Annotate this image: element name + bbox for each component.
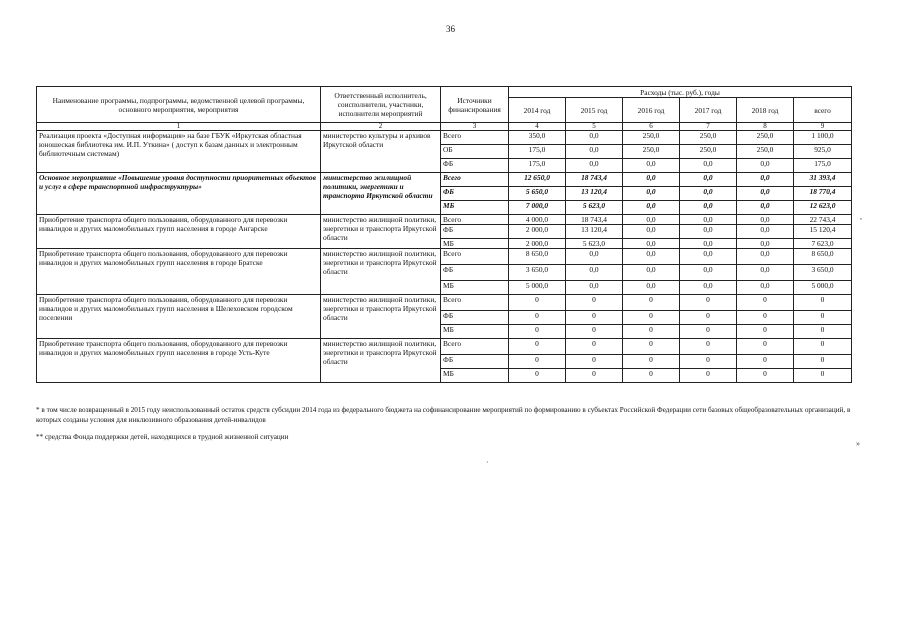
year-value-cell: 250,0: [680, 131, 737, 145]
year-value-cell: 0,0: [566, 159, 623, 173]
table-row: [37, 339, 852, 355]
year-value-cell: 5 650,0: [509, 187, 566, 201]
year-value-cell: 0: [509, 355, 566, 369]
year-value-cell: 0,0: [623, 215, 680, 225]
year-value-cell: 0,0: [680, 173, 737, 187]
year-value-cell: 0: [623, 355, 680, 369]
year-value-cell: 0: [623, 325, 680, 339]
executor-cell: министерство жилищной политики, энергетики и транспорта Иркутской области: [321, 215, 441, 249]
year-value-cell: 0,0: [737, 239, 794, 249]
year-value-cell: 0: [623, 369, 680, 383]
year-value-cell: 0,0: [680, 249, 737, 265]
total-value-cell: 0: [794, 325, 852, 339]
year-value-cell: 0: [737, 325, 794, 339]
footnote-2: ** средства Фонда поддержки детей, находящихся в трудной жизненной ситуации: [36, 433, 289, 441]
year-value-cell: 0,0: [680, 201, 737, 215]
budget-table: [36, 86, 852, 383]
header-executor: Ответственный исполнитель, соисполнители, участники, исполнители мероприятий: [321, 87, 441, 123]
table-row: [37, 295, 852, 311]
year-value-cell: 0,0: [623, 239, 680, 249]
funding-source-cell: МБ: [441, 239, 509, 249]
program-name-cell: Приобретение транспорта общего пользования, оборудованного для перевозки инвалидов и других маломобильных групп населения в городе Усть-Куте: [37, 339, 321, 383]
year-value-cell: 0: [566, 295, 623, 311]
program-name-cell: Приобретение транспорта общего пользования, оборудованного для перевозки инвалидов и других маломобильных групп населения в городе Ангарске: [37, 215, 321, 249]
year-value-cell: 0,0: [680, 265, 737, 281]
year-value-cell: 0,0: [737, 201, 794, 215]
scan-mark: »: [856, 439, 860, 448]
year-value-cell: 250,0: [680, 145, 737, 159]
year-value-cell: 350,0: [509, 131, 566, 145]
funding-source-cell: МБ: [441, 281, 509, 295]
executor-cell: министерство жилищной политики, энергетики и транспорта Иркутской области: [321, 339, 441, 383]
year-value-cell: 0: [680, 355, 737, 369]
year-value-cell: 0,0: [623, 173, 680, 187]
year-value-cell: 0,0: [737, 225, 794, 239]
year-value-cell: 0: [680, 311, 737, 325]
year-value-cell: 0,0: [737, 215, 794, 225]
column-number: 5: [566, 123, 623, 131]
funding-source-cell: МБ: [441, 201, 509, 215]
year-value-cell: 7 000,0: [509, 201, 566, 215]
total-value-cell: 0: [794, 295, 852, 311]
header-year: 2014 год: [509, 98, 566, 123]
year-value-cell: 0,0: [680, 215, 737, 225]
year-value-cell: 0: [680, 339, 737, 355]
column-number: 2: [321, 123, 441, 131]
total-value-cell: 18 770,4: [794, 187, 852, 201]
year-value-cell: 0,0: [680, 159, 737, 173]
funding-source-cell: ФБ: [441, 265, 509, 281]
year-value-cell: 250,0: [737, 131, 794, 145]
year-value-cell: 12 650,0: [509, 173, 566, 187]
year-value-cell: 0,0: [737, 249, 794, 265]
funding-source-cell: Всего: [441, 131, 509, 145]
year-value-cell: 0,0: [566, 145, 623, 159]
year-value-cell: 0,0: [623, 249, 680, 265]
total-value-cell: 15 120,4: [794, 225, 852, 239]
funding-source-cell: ФБ: [441, 187, 509, 201]
year-value-cell: 250,0: [623, 145, 680, 159]
year-value-cell: 0: [566, 355, 623, 369]
program-name-cell: Приобретение транспорта общего пользования, оборудованного для перевозки инвалидов и других маломобильных групп населения в Шелеховском городском поселении: [37, 295, 321, 339]
funding-source-cell: ФБ: [441, 311, 509, 325]
year-value-cell: 0,0: [680, 187, 737, 201]
total-value-cell: 5 000,0: [794, 281, 852, 295]
year-value-cell: 0: [623, 311, 680, 325]
table-row: [37, 249, 852, 265]
total-value-cell: 1 100,0: [794, 131, 852, 145]
year-value-cell: 0,0: [737, 281, 794, 295]
year-value-cell: 0,0: [623, 201, 680, 215]
year-value-cell: 0: [737, 355, 794, 369]
total-value-cell: 0: [794, 369, 852, 383]
funding-source-cell: МБ: [441, 325, 509, 339]
year-value-cell: 4 000,0: [509, 215, 566, 225]
year-value-cell: 0,0: [737, 265, 794, 281]
year-value-cell: 0: [566, 325, 623, 339]
funding-source-cell: Всего: [441, 339, 509, 355]
funding-source-cell: Всего: [441, 295, 509, 311]
page-number: 36: [446, 24, 455, 34]
year-value-cell: 0: [566, 369, 623, 383]
header-year: 2015 год: [566, 98, 623, 123]
total-value-cell: 0: [794, 311, 852, 325]
total-value-cell: 3 650,0: [794, 265, 852, 281]
footnotes: [36, 405, 856, 449]
funding-source-cell: Всего: [441, 249, 509, 265]
column-number: 4: [509, 123, 566, 131]
year-value-cell: 5 623,0: [566, 201, 623, 215]
year-value-cell: 0,0: [566, 131, 623, 145]
year-value-cell: 175,0: [509, 159, 566, 173]
year-value-cell: 0: [509, 369, 566, 383]
year-value-cell: 0,0: [566, 265, 623, 281]
funding-source-cell: ФБ: [441, 225, 509, 239]
column-number: 9: [794, 123, 852, 131]
year-value-cell: 0,0: [680, 281, 737, 295]
total-value-cell: 12 623,0: [794, 201, 852, 215]
column-number: 3: [441, 123, 509, 131]
executor-cell: министерство жилищной политики, энергетики и транспорта Иркутской области: [321, 173, 441, 215]
year-value-cell: 0,0: [566, 249, 623, 265]
year-value-cell: 0,0: [566, 281, 623, 295]
header-year: 2017 год: [680, 98, 737, 123]
year-value-cell: 18 743,4: [566, 215, 623, 225]
executor-cell: министерство жилищной политики, энергетики и транспорта Иркутской области: [321, 295, 441, 339]
year-value-cell: 0: [509, 311, 566, 325]
year-value-cell: 18 743,4: [566, 173, 623, 187]
year-value-cell: 0,0: [623, 225, 680, 239]
year-value-cell: 0: [623, 339, 680, 355]
year-value-cell: 0,0: [623, 265, 680, 281]
year-value-cell: 0: [680, 369, 737, 383]
total-value-cell: 925,0: [794, 145, 852, 159]
year-value-cell: 0: [509, 295, 566, 311]
year-value-cell: 0: [509, 339, 566, 355]
scan-mark: ,: [860, 212, 862, 221]
funding-source-cell: ФБ: [441, 355, 509, 369]
total-value-cell: 175,0: [794, 159, 852, 173]
year-value-cell: 5 623,0: [566, 239, 623, 249]
year-value-cell: 0,0: [737, 173, 794, 187]
column-number: 6: [623, 123, 680, 131]
year-value-cell: 0: [737, 339, 794, 355]
year-value-cell: 250,0: [623, 131, 680, 145]
header-year: 2016 год: [623, 98, 680, 123]
header-name: Наименование программы, подпрограммы, ведомственной целевой программы, основного мероприятия, мероприятия: [37, 87, 321, 123]
header-year: 2018 год: [737, 98, 794, 123]
year-value-cell: 0,0: [737, 159, 794, 173]
year-value-cell: 13 120,4: [566, 187, 623, 201]
total-value-cell: 8 650,0: [794, 249, 852, 265]
year-value-cell: 13 120,4: [566, 225, 623, 239]
year-value-cell: 5 000,0: [509, 281, 566, 295]
total-value-cell: 22 743,4: [794, 215, 852, 225]
funding-source-cell: ОБ: [441, 145, 509, 159]
total-value-cell: 7 623,0: [794, 239, 852, 249]
year-value-cell: 0,0: [623, 281, 680, 295]
year-value-cell: 250,0: [737, 145, 794, 159]
year-value-cell: 0: [737, 295, 794, 311]
program-name-cell: Основное мероприятие «Повышение уровня доступности приоритетных объектов и услуг в сфере транспортной инфраструктуры»: [37, 173, 321, 215]
column-number: 7: [680, 123, 737, 131]
year-value-cell: 8 650,0: [509, 249, 566, 265]
year-value-cell: 0: [509, 325, 566, 339]
table-row: [37, 131, 852, 145]
year-value-cell: 0: [737, 369, 794, 383]
year-value-cell: 0,0: [623, 159, 680, 173]
column-number: 1: [37, 123, 321, 131]
funding-source-cell: Всего: [441, 215, 509, 225]
funding-source-cell: МБ: [441, 369, 509, 383]
year-value-cell: 2 000,0: [509, 239, 566, 249]
year-value-cell: 3 650,0: [509, 265, 566, 281]
program-name-cell: Приобретение транспорта общего пользования, оборудованного для перевозки инвалидов и других маломобильных групп населения в городе Братске: [37, 249, 321, 295]
year-value-cell: 0: [680, 295, 737, 311]
total-value-cell: 0: [794, 339, 852, 355]
executor-cell: министерство жилищной политики, энергетики и транспорта Иркутской области: [321, 249, 441, 295]
year-value-cell: 0: [566, 311, 623, 325]
year-value-cell: 2 000,0: [509, 225, 566, 239]
table-body: [37, 131, 852, 383]
executor-cell: министерство культуры и архивов Иркутской области: [321, 131, 441, 173]
year-value-cell: 0: [623, 295, 680, 311]
year-value-cell: 175,0: [509, 145, 566, 159]
year-value-cell: 0: [680, 325, 737, 339]
funding-source-cell: ФБ: [441, 159, 509, 173]
scan-mark: ·: [486, 458, 489, 467]
funding-source-cell: Всего: [441, 173, 509, 187]
column-number: 8: [737, 123, 794, 131]
year-value-cell: 0,0: [623, 187, 680, 201]
header-sources: Источники финансирования: [441, 87, 509, 123]
table-row: [37, 173, 852, 187]
year-value-cell: 0,0: [680, 225, 737, 239]
total-value-cell: 0: [794, 355, 852, 369]
total-value-cell: 31 393,4: [794, 173, 852, 187]
year-value-cell: 0: [737, 311, 794, 325]
year-value-cell: 0: [566, 339, 623, 355]
footnote-1: * в том числе возвращенный в 2015 году неиспользованный остаток средств субсидии 2014 года из федерального бюджета на софинансирование мероприятий по формированию в субъектах Российской Федерации сети базовых общеобразовательных организаций, в которых созданы условия для инклюзивного образования детей-инвалидов: [36, 406, 851, 424]
header-expenses: Расходы (тыс. руб.), годы: [509, 87, 852, 98]
year-value-cell: 0,0: [737, 187, 794, 201]
header-total: всего: [794, 98, 852, 123]
program-name-cell: Реализация проекта «Доступная информация» на базе ГБУК «Иркутская областная юношеская библиотека им. И.П. Уткина» ( доступ к базам данных и электронным библиотечным системам): [37, 131, 321, 173]
table-row: [37, 215, 852, 225]
year-value-cell: 0,0: [680, 239, 737, 249]
